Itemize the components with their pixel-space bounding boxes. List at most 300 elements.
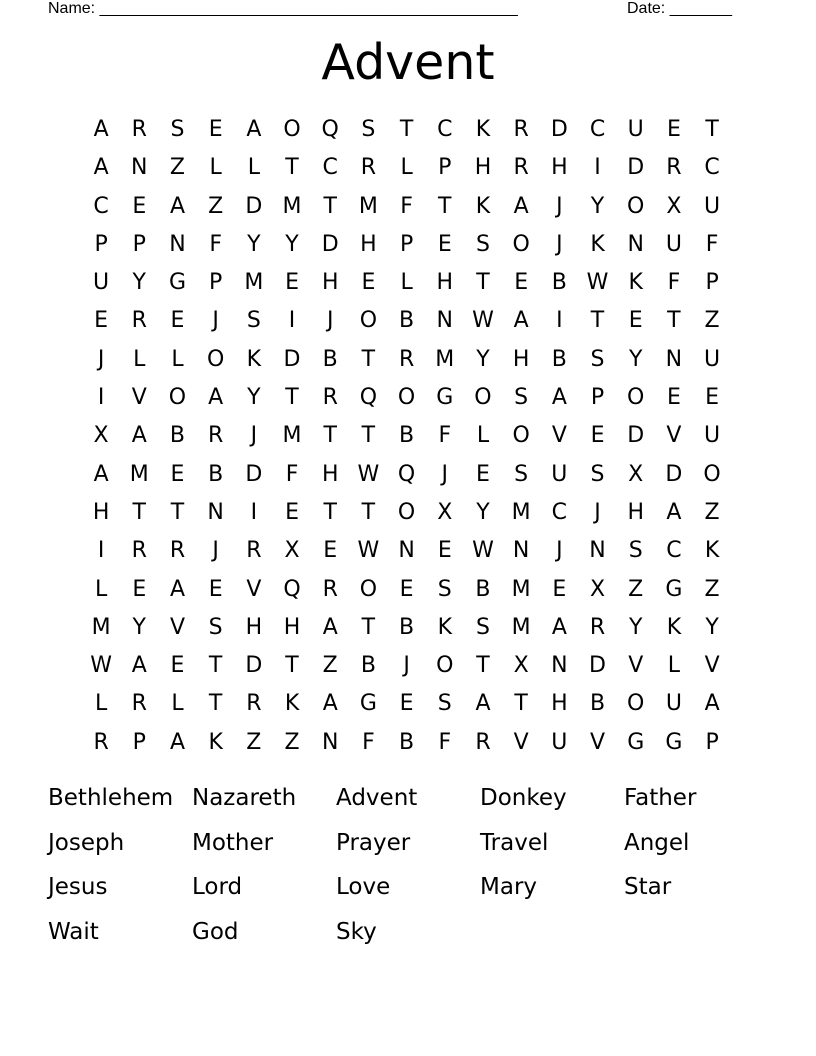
- word-bank-word: Nazareth: [192, 785, 297, 811]
- grid-letter: E: [323, 538, 338, 564]
- grid-letter: L: [400, 270, 413, 296]
- grid-letter: O: [436, 653, 454, 679]
- grid-letter: X: [93, 423, 109, 449]
- grid-letter: J: [556, 538, 563, 564]
- grid-letter: T: [285, 385, 299, 411]
- grid-letter: O: [703, 461, 721, 487]
- grid-letter: F: [667, 270, 681, 296]
- grid-letter: T: [476, 653, 490, 679]
- grid-letter: Z: [284, 729, 300, 755]
- grid-letter: T: [361, 346, 376, 372]
- grid-letter: T: [285, 155, 299, 181]
- word-bank-word: Advent: [336, 785, 418, 811]
- grid-letter: C: [322, 155, 338, 181]
- grid-letter: J: [212, 538, 219, 564]
- grid-letter: O: [627, 691, 645, 717]
- grid-letter: D: [665, 461, 683, 487]
- grid-letter: E: [552, 576, 567, 602]
- word-bank-row: [48, 776, 768, 821]
- grid-letter: O: [512, 423, 530, 449]
- grid-row: [82, 571, 732, 609]
- grid-letter: T: [170, 499, 185, 525]
- word-bank-word: Mary: [480, 874, 538, 901]
- grid-letter: A: [551, 614, 567, 640]
- date-line: Date: _______: [627, 0, 732, 17]
- grid-letter: W: [472, 538, 494, 564]
- grid-letter: T: [705, 117, 719, 142]
- grid-letter: A: [169, 576, 185, 602]
- grid-letter: E: [132, 193, 147, 219]
- grid-letter: R: [131, 308, 147, 334]
- grid-letter: R: [513, 155, 529, 181]
- word-bank-word: Joseph: [48, 829, 125, 856]
- grid-letter: R: [398, 346, 415, 372]
- grid-letter: D: [321, 231, 339, 257]
- grid-letter: B: [551, 346, 567, 372]
- word-bank-word: Travel: [480, 829, 549, 856]
- grid-letter: L: [94, 576, 108, 602]
- grid-row: [82, 341, 732, 379]
- grid-letter: E: [208, 117, 223, 142]
- grid-letter: E: [170, 461, 185, 487]
- word-bank-word: Bethlehem: [48, 785, 174, 811]
- grid-letter: K: [475, 117, 491, 142]
- grid-letter: O: [168, 385, 187, 411]
- word-bank-word: Sky: [336, 919, 377, 946]
- grid-letter: O: [397, 499, 416, 525]
- grid-letter: B: [399, 729, 415, 755]
- grid-letter: S: [208, 614, 223, 640]
- grid-letter: L: [400, 155, 413, 181]
- word-search-grid: [82, 111, 732, 761]
- grid-letter: M: [511, 499, 531, 525]
- grid-letter: J: [212, 308, 219, 334]
- grid-letter: F: [438, 729, 452, 755]
- grid-letter: E: [514, 270, 529, 296]
- grid-letter: F: [438, 423, 452, 449]
- grid-letter: C: [589, 117, 606, 142]
- grid-letter: H: [551, 691, 568, 717]
- grid-row: [82, 494, 732, 532]
- grid-letter: J: [326, 308, 334, 334]
- grid-letter: Z: [322, 653, 338, 679]
- name-line: Name: _______________________________________________: [48, 0, 518, 17]
- grid-letter: M: [129, 461, 149, 487]
- grid-letter: A: [131, 423, 147, 449]
- grid-letter: J: [441, 461, 449, 487]
- grid-letter: A: [551, 385, 567, 411]
- grid-letter: E: [208, 576, 223, 602]
- grid-letter: B: [399, 614, 415, 640]
- grid-letter: X: [589, 576, 606, 602]
- grid-letter: T: [361, 423, 376, 449]
- grid-letter: X: [437, 499, 453, 525]
- grid-letter: T: [208, 653, 223, 679]
- grid-letter: W: [357, 538, 380, 564]
- grid-letter: P: [132, 231, 146, 257]
- grid-letter: T: [323, 423, 337, 449]
- grid-letter: A: [322, 691, 338, 717]
- grid-letter: S: [170, 117, 185, 142]
- grid-letter: S: [437, 576, 452, 602]
- grid-letter: E: [666, 117, 681, 142]
- grid-letter: B: [208, 461, 224, 487]
- grid-letter: A: [169, 729, 185, 755]
- grid-letter: A: [131, 653, 147, 679]
- grid-letter: K: [475, 193, 491, 219]
- grid-letter: F: [209, 231, 222, 257]
- grid-letter: K: [704, 538, 720, 564]
- grid-letter: A: [704, 691, 720, 717]
- grid-letter: R: [322, 576, 338, 602]
- grid-letter: E: [285, 270, 299, 296]
- grid-letter: S: [590, 346, 605, 372]
- grid-letter: D: [283, 346, 301, 372]
- grid-letter: V: [666, 423, 682, 449]
- grid-letter: D: [627, 423, 645, 449]
- grid-letter: P: [705, 729, 719, 755]
- grid-letter: I: [97, 538, 105, 564]
- grid-letter: X: [628, 461, 644, 487]
- grid-letter: A: [93, 155, 109, 181]
- grid-letter: U: [665, 691, 682, 717]
- grid-letter: U: [704, 193, 721, 219]
- grid-letter: N: [512, 538, 530, 564]
- grid-row: [82, 456, 732, 494]
- grid-letter: U: [551, 461, 568, 487]
- grid-letter: N: [398, 538, 415, 564]
- grid-letter: Y: [476, 346, 490, 372]
- grid-letter: E: [705, 385, 720, 411]
- grid-letter: S: [514, 385, 529, 411]
- grid-letter: W: [472, 308, 494, 334]
- grid-letter: V: [551, 423, 567, 449]
- grid-letter: L: [476, 423, 490, 449]
- page-title: Advent: [321, 34, 495, 91]
- grid-letter: O: [627, 193, 645, 219]
- grid-letter: O: [206, 346, 225, 372]
- grid-letter: T: [323, 499, 337, 525]
- grid-letter: Z: [704, 499, 720, 525]
- grid-letter: M: [511, 614, 531, 640]
- grid-letter: T: [476, 270, 490, 296]
- grid-letter: R: [513, 117, 529, 142]
- grid-letter: E: [399, 576, 414, 602]
- word-bank: [48, 776, 768, 955]
- grid-letter: V: [131, 385, 147, 411]
- grid-letter: O: [474, 385, 492, 411]
- grid-letter: B: [475, 576, 491, 602]
- grid-letter: D: [245, 193, 263, 219]
- grid-letter: R: [131, 117, 147, 142]
- grid-letter: T: [361, 499, 376, 525]
- grid-letter: E: [399, 691, 414, 717]
- grid-letter: C: [93, 193, 109, 219]
- grid-row: [82, 532, 732, 570]
- grid-letter: C: [437, 117, 453, 142]
- grid-letter: Z: [628, 576, 644, 602]
- grid-letter: Z: [208, 193, 224, 219]
- grid-letter: Q: [321, 117, 339, 142]
- grid-letter: G: [665, 576, 683, 602]
- grid-letter: Y: [132, 270, 146, 296]
- grid-letter: U: [93, 270, 110, 296]
- grid-letter: L: [171, 346, 184, 372]
- word-bank-word: Wait: [48, 919, 99, 946]
- grid-letter: F: [362, 729, 375, 755]
- grid-letter: B: [360, 653, 376, 679]
- grid-letter: S: [628, 538, 643, 564]
- grid-letter: V: [590, 729, 606, 755]
- grid-letter: E: [437, 231, 452, 257]
- grid-letter: A: [169, 193, 185, 219]
- grid-letter: E: [590, 423, 605, 449]
- grid-letter: W: [586, 270, 609, 296]
- grid-letter: N: [207, 499, 224, 525]
- grid-letter: N: [131, 155, 148, 181]
- grid-letter: M: [435, 346, 455, 372]
- grid-letter: H: [321, 461, 339, 487]
- grid-letter: U: [704, 346, 721, 372]
- grid-letter: C: [551, 499, 568, 525]
- grid-letter: N: [436, 308, 454, 334]
- grid-letter: Y: [705, 614, 719, 640]
- grid-letter: T: [399, 117, 414, 142]
- grid-letter: O: [359, 576, 378, 602]
- grid-letter: V: [246, 576, 262, 602]
- grid-letter: H: [283, 614, 301, 640]
- grid-letter: P: [209, 270, 223, 296]
- grid-letter: L: [133, 346, 146, 372]
- grid-letter: S: [590, 461, 605, 487]
- grid-letter: L: [171, 691, 184, 717]
- grid-letter: D: [245, 653, 263, 679]
- grid-letter: P: [590, 385, 605, 411]
- grid-letter: A: [208, 385, 224, 411]
- grid-letter: B: [322, 346, 338, 372]
- grid-letter: A: [513, 308, 529, 334]
- grid-letter: Y: [590, 193, 605, 219]
- grid-letter: D: [589, 653, 606, 679]
- grid-letter: J: [250, 423, 258, 449]
- grid-letter: T: [323, 193, 337, 219]
- grid-letter: R: [93, 729, 109, 755]
- grid-letter: V: [169, 614, 185, 640]
- grid-letter: O: [627, 385, 645, 411]
- grid-letter: J: [556, 193, 563, 219]
- grid-row: [82, 226, 732, 264]
- grid-letter: K: [284, 691, 300, 717]
- grid-letter: X: [666, 193, 682, 219]
- grid-letter: J: [97, 346, 105, 372]
- grid-letter: W: [90, 653, 112, 679]
- grid-letter: E: [628, 308, 643, 334]
- grid-letter: H: [436, 270, 454, 296]
- grid-letter: B: [551, 270, 567, 296]
- grid-letter: G: [168, 270, 186, 296]
- grid-letter: V: [704, 653, 720, 679]
- grid-letter: N: [589, 538, 606, 564]
- grid-row: [82, 724, 732, 762]
- grid-letter: K: [590, 231, 605, 257]
- grid-letter: W: [357, 461, 380, 487]
- grid-letter: T: [667, 308, 681, 334]
- grid-letter: H: [551, 155, 568, 181]
- grid-letter: K: [208, 729, 223, 755]
- grid-row: [82, 647, 732, 685]
- grid-letter: N: [551, 653, 568, 679]
- grid-letter: M: [282, 193, 302, 219]
- grid-letter: P: [94, 231, 108, 257]
- grid-row: [82, 379, 732, 417]
- grid-letter: O: [397, 385, 416, 411]
- grid-letter: H: [245, 614, 263, 640]
- grid-letter: H: [92, 499, 110, 525]
- word-bank-word: Mother: [192, 829, 274, 856]
- grid-letter: H: [512, 346, 530, 372]
- grid-letter: B: [169, 423, 186, 449]
- grid-letter: K: [437, 614, 452, 640]
- grid-letter: B: [399, 308, 415, 334]
- grid-letter: H: [360, 231, 377, 257]
- word-bank-word: Angel: [624, 829, 690, 856]
- grid-letter: B: [589, 691, 606, 717]
- grid-letter: E: [285, 499, 299, 525]
- word-bank-row: [48, 910, 768, 955]
- grid-letter: P: [438, 155, 452, 181]
- grid-row: [82, 188, 732, 226]
- grid-letter: Z: [704, 576, 720, 602]
- word-bank-row: [48, 865, 768, 910]
- grid-row: [82, 302, 732, 340]
- grid-letter: A: [93, 117, 109, 142]
- grid-letter: P: [705, 270, 719, 296]
- grid-letter: A: [513, 193, 529, 219]
- grid-letter: T: [132, 499, 146, 525]
- grid-letter: E: [132, 576, 147, 602]
- grid-letter: S: [475, 614, 490, 640]
- grid-row: [82, 264, 732, 302]
- grid-letter: R: [360, 155, 377, 181]
- grid-letter: Q: [283, 576, 301, 602]
- grid-letter: Z: [169, 155, 185, 181]
- grid-letter: I: [594, 155, 601, 181]
- grid-letter: T: [438, 193, 452, 219]
- grid-letter: X: [284, 538, 300, 564]
- word-bank-word: Jesus: [48, 874, 108, 901]
- grid-letter: V: [628, 653, 644, 679]
- grid-letter: R: [589, 614, 606, 640]
- grid-letter: V: [513, 729, 529, 755]
- grid-letter: E: [170, 653, 185, 679]
- grid-letter: Z: [246, 729, 262, 755]
- grid-letter: U: [704, 423, 721, 449]
- grid-letter: A: [475, 691, 491, 717]
- grid-letter: K: [246, 346, 262, 372]
- grid-letter: F: [400, 193, 413, 219]
- word-bank-word: Star: [624, 874, 672, 901]
- grid-letter: U: [665, 231, 682, 257]
- grid-letter: N: [321, 729, 339, 755]
- grid-letter: L: [667, 653, 681, 679]
- grid-letter: J: [556, 231, 563, 257]
- grid-letter: H: [627, 499, 644, 525]
- grid-letter: U: [551, 729, 568, 755]
- grid-letter: I: [250, 499, 258, 525]
- grid-letter: O: [359, 308, 378, 334]
- grid-letter: H: [321, 270, 339, 296]
- grid-letter: Q: [359, 385, 378, 411]
- grid-letter: R: [131, 691, 147, 717]
- grid-row: [82, 417, 732, 455]
- grid-letter: S: [475, 231, 490, 257]
- grid-letter: K: [628, 270, 643, 296]
- grid-letter: S: [361, 117, 376, 142]
- grid-letter: N: [627, 231, 644, 257]
- grid-letter: A: [322, 614, 338, 640]
- grid-letter: M: [358, 193, 378, 219]
- grid-row: [82, 685, 732, 723]
- word-bank-word: Prayer: [336, 829, 411, 856]
- grid-letter: Y: [285, 231, 299, 257]
- word-bank-word: Donkey: [480, 785, 567, 811]
- grid-letter: U: [627, 117, 644, 142]
- grid-letter: M: [282, 423, 302, 449]
- grid-letter: I: [288, 308, 296, 334]
- grid-letter: A: [666, 499, 682, 525]
- grid-letter: N: [665, 346, 683, 372]
- grid-letter: Z: [704, 308, 720, 334]
- grid-letter: R: [246, 538, 262, 564]
- grid-letter: B: [399, 423, 415, 449]
- grid-row: [82, 149, 732, 187]
- grid-row: [82, 111, 732, 149]
- grid-letter: S: [514, 461, 529, 487]
- grid-letter: I: [97, 385, 105, 411]
- grid-letter: E: [94, 308, 109, 334]
- grid-letter: M: [511, 576, 531, 602]
- grid-letter: R: [666, 155, 682, 181]
- grid-letter: L: [209, 155, 222, 181]
- word-bank-row: [48, 821, 768, 866]
- grid-letter: F: [285, 461, 299, 487]
- grid-letter: J: [594, 499, 601, 525]
- grid-letter: S: [437, 691, 452, 717]
- grid-letter: N: [169, 231, 186, 257]
- grid-letter: G: [436, 385, 454, 411]
- grid-letter: R: [475, 729, 491, 755]
- grid-letter: I: [556, 308, 563, 334]
- grid-letter: Q: [397, 461, 416, 487]
- grid-letter: O: [512, 231, 530, 257]
- grid-letter: M: [91, 614, 111, 640]
- grid-letter: D: [245, 461, 263, 487]
- grid-letter: D: [627, 155, 645, 181]
- grid-letter: Y: [247, 231, 261, 257]
- grid-letter: Y: [132, 614, 146, 640]
- grid-letter: Y: [247, 385, 261, 411]
- grid-letter: T: [285, 653, 299, 679]
- grid-letter: C: [666, 538, 682, 564]
- grid-letter: H: [474, 155, 492, 181]
- word-bank-word: God: [192, 919, 239, 946]
- grid-letter: Y: [628, 346, 643, 372]
- grid-letter: X: [513, 653, 529, 679]
- grid-letter: G: [627, 729, 645, 755]
- grid-letter: E: [476, 461, 490, 487]
- grid-letter: Y: [628, 614, 643, 640]
- grid-letter: L: [94, 691, 108, 717]
